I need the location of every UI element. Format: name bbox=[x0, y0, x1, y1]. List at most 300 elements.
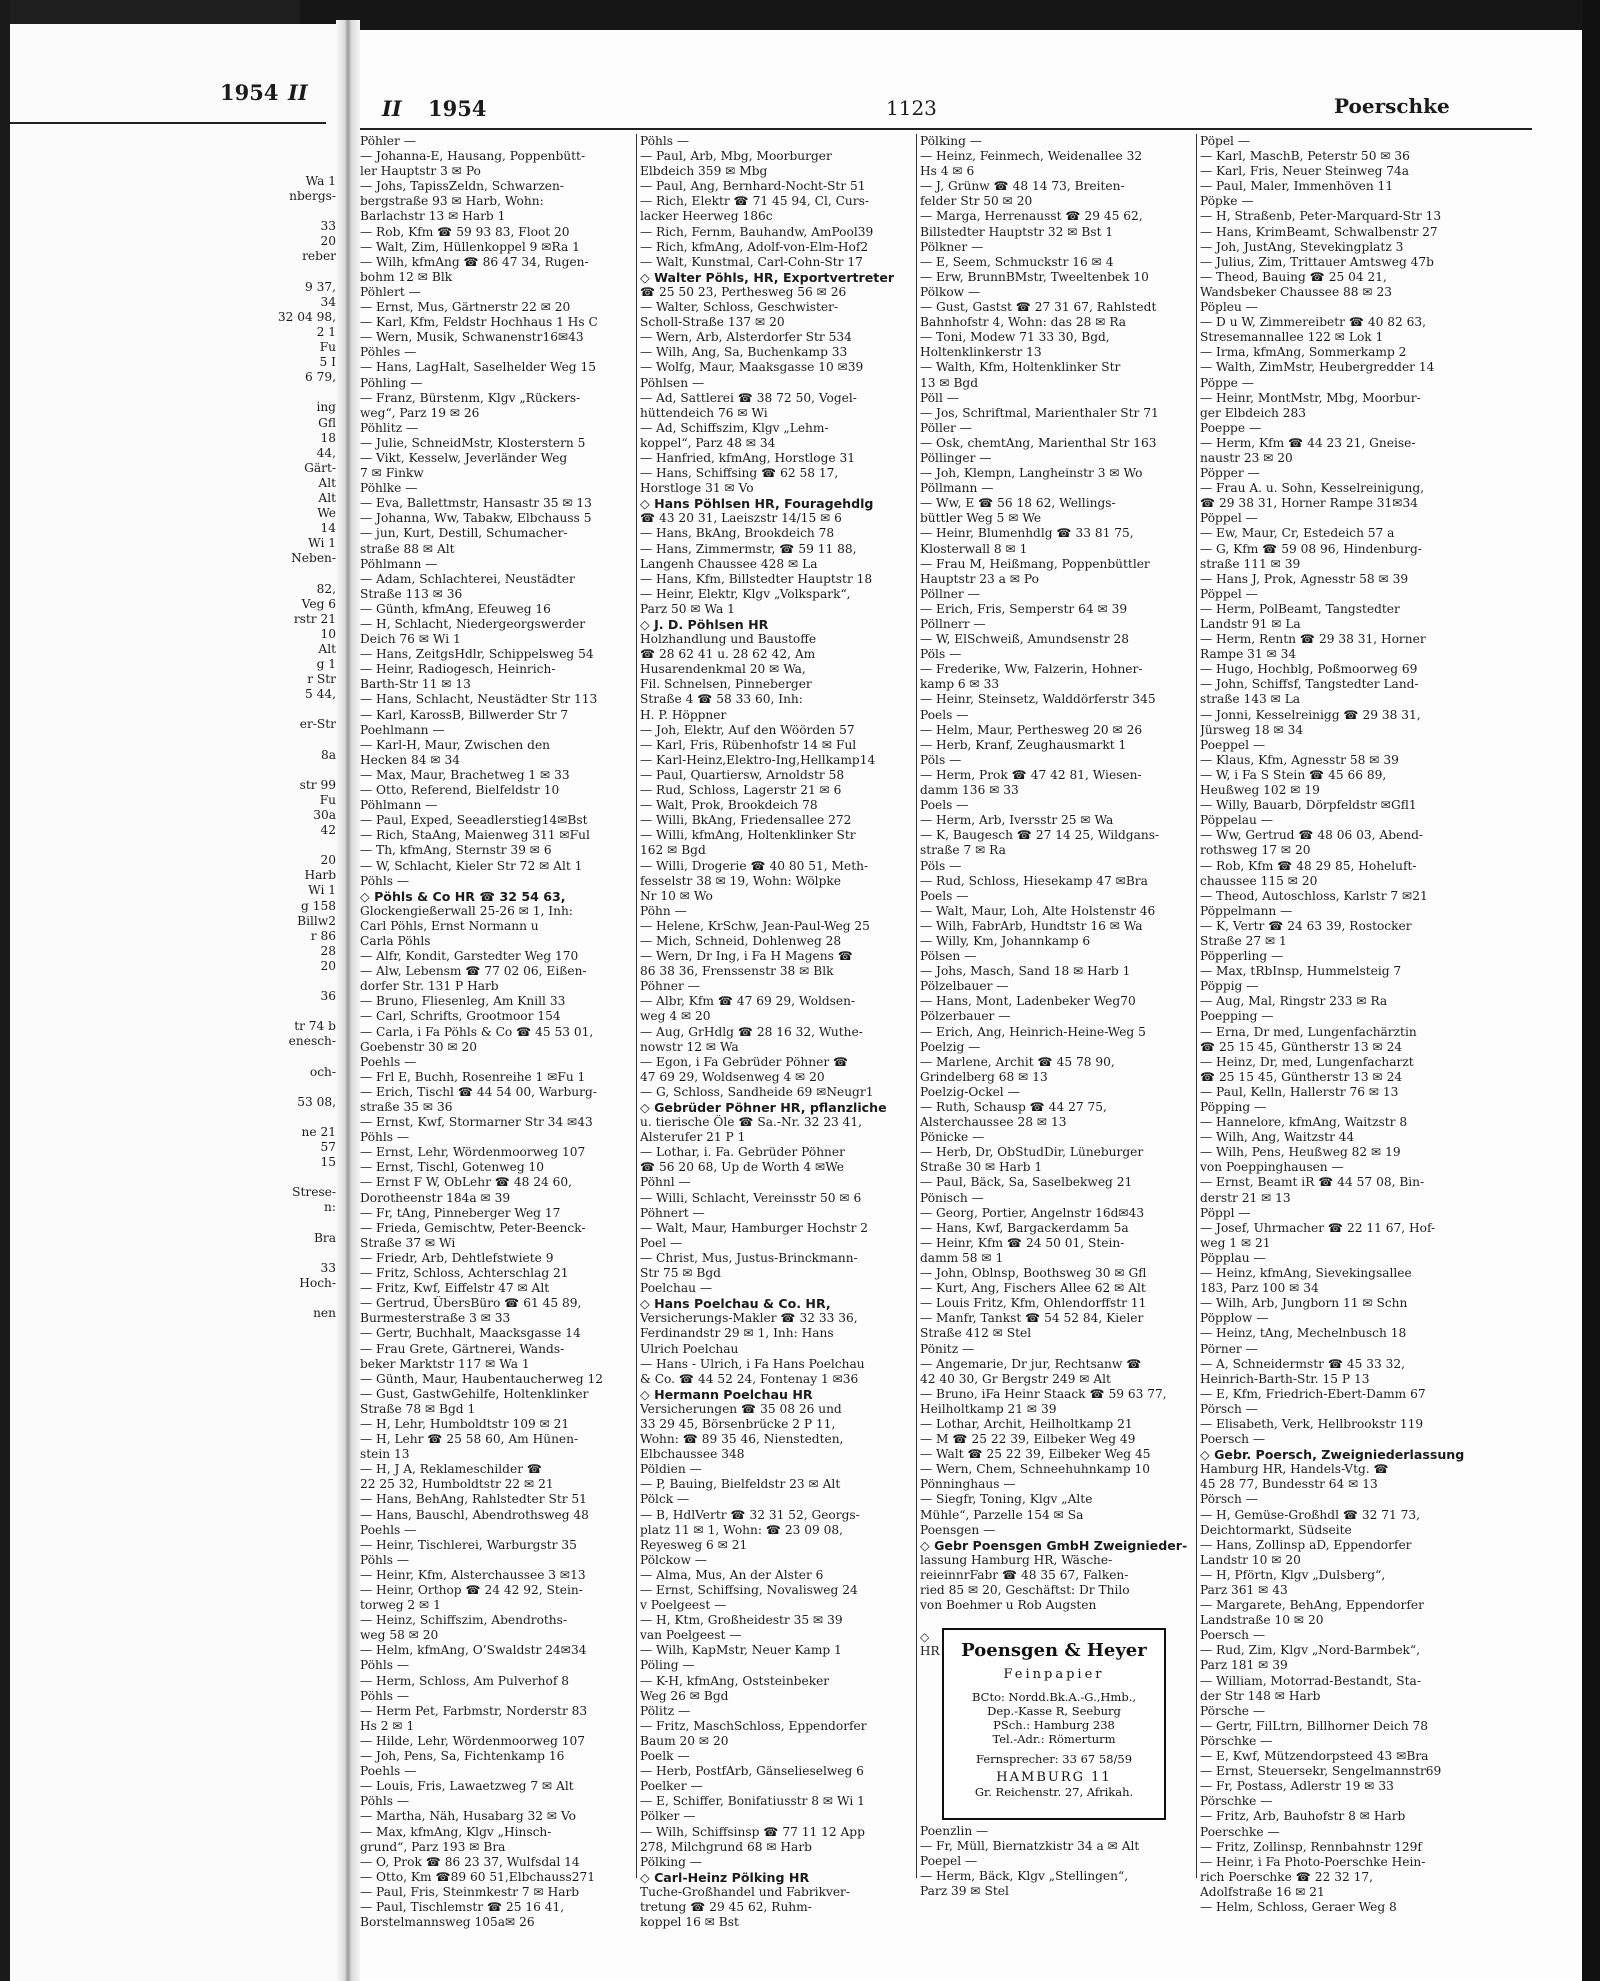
directory-entry-line: — Herm, Prok ☎ 47 42 81, Wiesen- bbox=[920, 767, 1142, 782]
directory-entry-line: ◇ Hans Poelchau & Co. HR, bbox=[640, 1296, 831, 1312]
directory-entry-line: Holtenklinkerstr 13 bbox=[920, 345, 1042, 360]
directory-entry-line: — Lothar, i. Fa. Gebrüder Pöhner bbox=[640, 1145, 845, 1160]
directory-entry-line: — Heinr, MontMstr, Mbg, Moorbur- bbox=[1200, 390, 1421, 405]
directory-entry-line: — Herm, Rentn ☎ 29 38 31, Horner bbox=[1200, 632, 1426, 647]
directory-entry-line: ◇ Gebrüder Pöhner HR, pflanzliche bbox=[640, 1100, 887, 1115]
left-page-fragment: rstr 21 bbox=[293, 611, 336, 626]
left-page-fragment: 5 44, bbox=[304, 687, 336, 702]
directory-entry-line: Straße 37 ✉ Wi bbox=[360, 1235, 456, 1250]
directory-entry-line: ler Hauptstr 3 ✉ Po bbox=[360, 164, 481, 179]
directory-entry-line: — Ernst, Tischl, Gotenweg 10 bbox=[360, 1160, 544, 1175]
directory-entry-line: — Paul, Quartiersw, Arnoldstr 58 bbox=[640, 767, 845, 782]
directory-entry-line: Heilholtkamp 21 ✉ 39 bbox=[920, 1401, 1057, 1416]
directory-entry-line: — Vikt, Kesselw, Jeverländer Weg bbox=[360, 450, 568, 465]
surname-heading: Pöpplow — bbox=[1200, 1311, 1269, 1326]
directory-entry-line: straße 88 ✉ Alt bbox=[360, 541, 455, 556]
advert-address: Gr. Reichenstr. 27, Afrikah. bbox=[974, 1785, 1134, 1799]
directory-entry-line: — Wilh, Pens, Heußweg 82 ✉ 19 bbox=[1200, 1145, 1401, 1160]
surname-heading: Pöppelau — bbox=[1200, 813, 1273, 828]
surname-heading: Pöpping — bbox=[1200, 1100, 1267, 1114]
directory-entry-line: Ulrich Poelchau bbox=[640, 1341, 739, 1356]
directory-entry-line: — Osk, chemtAng, Marienthal Str 163 bbox=[920, 435, 1157, 450]
directory-entry-line: Landstr 91 ✉ La bbox=[1200, 617, 1301, 631]
directory-entry-line: Elbdeich 359 ✉ Mbg bbox=[640, 164, 768, 179]
left-page-fragment: 2 1 bbox=[316, 324, 336, 339]
directory-entry-line: nowstr 12 ✉ Wa bbox=[640, 1039, 739, 1054]
directory-entry-line: weg 1 ✉ 21 bbox=[1200, 1235, 1271, 1250]
directory-entry-line: — Walt, Prok, Brookdeich 78 bbox=[640, 798, 818, 813]
surname-heading: Pöllmann — bbox=[920, 481, 994, 496]
directory-entry-line: — Walt, Kunstmal, Carl-Cohn-Str 17 bbox=[640, 254, 863, 269]
directory-entry-line: — Frau A. u. Sohn, Kesselreinigung, bbox=[1200, 481, 1425, 496]
directory-entry-line: — A, Schneidermstr ☎ 45 33 32, bbox=[1200, 1356, 1406, 1371]
directory-entry-line: Holzhandlung und Baustoffe bbox=[640, 632, 817, 647]
directory-entry-line: straße 7 ✉ Ra bbox=[920, 843, 1006, 858]
directory-entry-line: — Alfr, Kondit, Garstedter Weg 170 bbox=[360, 949, 579, 964]
directory-entry-line: Fil. Schnelsen, Pinneberger bbox=[640, 677, 812, 692]
directory-entry-line: — Aug, GrHdlg ☎ 28 16 32, Wuthe- bbox=[640, 1024, 863, 1039]
directory-entry-line: — Heinz, Dr, med, Lungenfacharzt bbox=[1200, 1054, 1414, 1069]
surname-heading: Pöhlert — bbox=[360, 284, 421, 299]
directory-entry-line: Straße 78 ✉ Bgd 1 bbox=[360, 1401, 476, 1416]
directory-entry-line: ☎ 29 38 31, Horner Rampe 31✉34 bbox=[1200, 496, 1419, 511]
directory-entry-line: — Rich, kfmAng, Adolf-von-Elm-Hof2 bbox=[640, 239, 869, 254]
directory-entry-line: — Hugo, Hochblg, Poßmoorweg 69 bbox=[1200, 662, 1418, 677]
directory-entry-line: — W, ElSchweiß, Amundsenstr 28 bbox=[920, 632, 1129, 647]
directory-entry-line: Landstr 10 ✉ 20 bbox=[1200, 1552, 1301, 1567]
directory-entry-line: ◇ J. D. Pöhlsen HR bbox=[640, 617, 769, 632]
surname-heading: Pölzelbauer — bbox=[920, 979, 1009, 994]
directory-entry-line: Jürsweg 18 ✉ 34 bbox=[1200, 722, 1304, 737]
left-page-fragment: r 86 bbox=[310, 928, 336, 943]
directory-entry-line: — Ernst, Beamt iR ☎ 44 57 08, Bin- bbox=[1200, 1175, 1425, 1190]
directory-entry-line: — Fritz, Zollinsp, Rennbahnstr 129f bbox=[1200, 1839, 1422, 1854]
directory-entry-line: — Hans, Mont, Ladenbeker Weg70 bbox=[920, 994, 1136, 1009]
directory-entry-line: Heinrich-Barth-Str. 15 P 13 bbox=[1200, 1371, 1370, 1386]
surname-heading: Poels — bbox=[920, 888, 969, 903]
directory-entry-line: — Heinr, Blumenhdlg ☎ 33 81 75, bbox=[920, 526, 1134, 541]
directory-entry-line: — Frau M, Heißmang, Poppenbüttler bbox=[920, 556, 1150, 571]
surname-heading: Poepping — bbox=[1200, 1009, 1274, 1024]
left-page-fragment: Veg 6 bbox=[301, 596, 336, 611]
left-page-fragment bbox=[10, 838, 336, 853]
directory-entry-line: Landstraße 10 ✉ 20 bbox=[1200, 1613, 1324, 1628]
directory-entry-line: Parz 50 ✉ Wa 1 bbox=[640, 601, 735, 616]
left-page-fragment: 5 I bbox=[319, 355, 336, 370]
left-page-fragment: 28 bbox=[320, 943, 336, 958]
left-page-fragment: Harb bbox=[304, 868, 336, 883]
directory-entry-line: grund“, Parz 193 ✉ Bra bbox=[360, 1839, 506, 1854]
directory-entry-line: — D u W, Zimmereibetr ☎ 40 82 63, bbox=[1200, 315, 1427, 330]
surname-heading: Poeppe — bbox=[1200, 420, 1262, 435]
directory-entry-line: — Wilh, KapMstr, Neuer Kamp 1 bbox=[640, 1643, 842, 1658]
directory-entry-line: — Otto, Km ☎89 60 51,Elbchauss271 bbox=[360, 1869, 595, 1884]
directory-entry-line: — Willi, Drogerie ☎ 40 80 51, Meth- bbox=[640, 858, 869, 873]
directory-entry-line: 45 28 77, Bundesstr 64 ✉ 13 bbox=[1200, 1477, 1378, 1492]
directory-entry-line: 86 38 36, Frenssenstr 38 ✉ Blk bbox=[640, 964, 834, 979]
directory-entry-line: — John, Schiffsf, Tangstedter Land- bbox=[1200, 677, 1419, 692]
directory-entry-line: kamp 6 ✉ 33 bbox=[920, 677, 1000, 692]
directory-entry-line: — Rud, Schloss, Hiesekamp 47 ✉Bra bbox=[920, 873, 1148, 888]
directory-entry-line: — Paul, Tischlemstr ☎ 25 16 41, bbox=[360, 1899, 565, 1914]
left-page-fragment: 34 bbox=[320, 294, 336, 309]
directory-entry-line: — Frl E, Buchh, Rosenreihe 1 ✉Fu 1 bbox=[360, 1069, 586, 1084]
surname-heading: Pölzerbauer — bbox=[920, 1009, 1011, 1024]
left-page-fragment bbox=[10, 763, 336, 778]
directory-entry-line: 33 29 45, Börsenbrücke 2 P 11, bbox=[640, 1416, 836, 1431]
directory-entry-line: — Karl, KarossB, Billwerder Str 7 bbox=[360, 707, 569, 722]
directory-entry-line: — Irma, kfmAng, Sommerkamp 2 bbox=[1200, 345, 1407, 360]
directory-entry-line: — Alw, Lebensm ☎ 77 02 06, Eißen- bbox=[360, 964, 587, 979]
directory-entry-line: koppel 16 ✉ Bst bbox=[640, 1915, 739, 1930]
surname-heading: Pörsch — bbox=[1200, 1401, 1258, 1416]
surname-heading: Pöhnert — bbox=[640, 1205, 705, 1220]
directory-entry-line: — Hans, Schlacht, Neustädter Str 113 bbox=[360, 692, 598, 707]
directory-entry-line: 7 ✉ Finkw bbox=[360, 466, 424, 481]
directory-entry-line: — Gust, GastwGehilfe, Holtenklinker bbox=[360, 1386, 589, 1401]
book-gutter bbox=[336, 20, 360, 1981]
directory-entry-line: — Willy, Km, Johannkamp 6 bbox=[920, 933, 1091, 948]
directory-entry-line: — Rud, Zim, Klgv „Nord-Barmbek“, bbox=[1200, 1643, 1421, 1658]
directory-entry-line: — H, Gemüse-Großhdl ☎ 32 71 73, bbox=[1200, 1507, 1421, 1522]
surname-heading: Pöhlitz — bbox=[360, 420, 419, 435]
directory-entry-line: Heußweg 102 ✉ 19 bbox=[1200, 783, 1320, 798]
left-page-fragment: Strese- bbox=[292, 1185, 336, 1200]
surname-heading: Poel — bbox=[640, 1235, 683, 1250]
surname-heading: Pönicke — bbox=[920, 1130, 985, 1145]
directory-entry-line: — Max, Maur, Brachetweg 1 ✉ 33 bbox=[360, 767, 570, 782]
surname-heading: Pöls — bbox=[920, 647, 962, 662]
surname-heading: Pölsen — bbox=[920, 949, 977, 964]
directory-entry-line: — Toni, Modew 71 33 30, Bgd, bbox=[920, 330, 1110, 345]
directory-entry-line: Straße 412 ✉ Stel bbox=[920, 1326, 1032, 1341]
surname-heading: Pöhn — bbox=[640, 903, 687, 918]
directory-entry-line: — K-H, kfmAng, Oststeinbeker bbox=[640, 1673, 830, 1688]
directory-entry-line: — Heinr, i Fa Photo-Poerschke Hein- bbox=[1200, 1854, 1426, 1869]
left-page-fragment: 20 bbox=[320, 958, 336, 973]
left-header-rule bbox=[10, 122, 326, 124]
left-page-fragment bbox=[10, 1215, 336, 1230]
directory-entry-line: ried 85 ✉ 20, Geschäftst: Dr Thilo bbox=[920, 1583, 1130, 1597]
directory-entry-line: der Str 148 ✉ Harb bbox=[1200, 1688, 1321, 1703]
directory-entry-line: — Willi, Schlacht, Vereinsstr 50 ✉ 6 bbox=[640, 1190, 862, 1205]
directory-entry-line: Weg 26 ✉ Bgd bbox=[640, 1688, 729, 1703]
directory-entry-line: Deichtormarkt, Südseite bbox=[1200, 1522, 1352, 1537]
directory-entry-line: platz 11 ✉ 1, Wohn: ☎ 23 09 08, bbox=[640, 1522, 844, 1537]
directory-entry-line: ◇ Gebr. Poersch, Zweigniederlassung bbox=[1200, 1447, 1465, 1463]
surname-heading: Pöppl — bbox=[1200, 1205, 1251, 1220]
directory-entry-line: 22 25 32, Humboldtstr 22 ✉ 21 bbox=[360, 1477, 554, 1492]
directory-entry-line: — Johanna-E, Hausang, Poppenbütt- bbox=[360, 149, 586, 164]
directory-entry-line: — Heinr, Steinsetz, Walddörferstr 345 bbox=[920, 692, 1156, 707]
directory-entry-line: 42 40 30, Gr Bergstr 249 ✉ Alt bbox=[920, 1371, 1111, 1386]
directory-entry-line: — Frederike, Ww, Falzerin, Hohner- bbox=[920, 662, 1143, 677]
directory-entry-line: Grindelberg 68 ✉ 13 bbox=[920, 1069, 1048, 1084]
directory-entry-line: — Hans, LagHalt, Saselhelder Weg 15 bbox=[360, 360, 596, 375]
left-page-fragment: Bra bbox=[313, 1230, 336, 1245]
directory-entry-line: — Egon, i Fa Gebrüder Pöhner ☎ bbox=[640, 1054, 849, 1069]
directory-entry-line: — Paul, Maler, Immenhöven 11 bbox=[1200, 179, 1394, 194]
directory-entry-line: Reyesweg 6 ✉ 21 bbox=[640, 1537, 748, 1552]
directory-entry-line: — Willi, BkAng, Friedensallee 272 bbox=[640, 813, 852, 828]
surname-heading: Pöhner — bbox=[640, 979, 700, 994]
directory-entry-line: — Kurt, Ang, Fischers Allee 62 ✉ Alt bbox=[920, 1281, 1146, 1296]
directory-entry-line: Versicherungs-Makler ☎ 32 33 36, bbox=[640, 1311, 858, 1326]
left-page-fragment: 42 bbox=[320, 823, 336, 838]
advert-name: Poensgen & Heyer bbox=[961, 1640, 1147, 1661]
directory-entry-line: — Max, kfmAng, Klgv „Hinsch- bbox=[360, 1824, 552, 1839]
left-page-fragment: g 158 bbox=[301, 898, 336, 913]
directory-entry-line: — Hanfried, kfmAng, Horstloge 31 bbox=[640, 450, 856, 465]
directory-entry-line: — Hannelore, kfmAng, Waitzstr 8 bbox=[1200, 1115, 1408, 1130]
surname-heading: Pörschke — bbox=[1200, 1794, 1273, 1809]
surname-heading: v Poelgeest — bbox=[640, 1598, 727, 1613]
surname-heading: Poelker — bbox=[640, 1779, 703, 1794]
directory-entry-line: rothsweg 17 ✉ 20 bbox=[1200, 843, 1311, 858]
surname-heading: Pöppig — bbox=[1200, 979, 1259, 994]
surname-heading: Poelzig-Ockel — bbox=[920, 1084, 1020, 1099]
left-page-fragment: Wa 1 bbox=[305, 174, 336, 188]
directory-entry-line: — Heinz, tAng, Mechelnbusch 18 bbox=[1200, 1326, 1407, 1341]
left-page-fragment: nen bbox=[313, 1306, 336, 1321]
surname-heading: Pöls — bbox=[920, 752, 962, 767]
left-page-fragment: 9 37, bbox=[304, 279, 336, 294]
directory-entry-line: — Lothar, Archit, Heilholtkamp 21 bbox=[920, 1416, 1133, 1431]
left-page-fragment bbox=[10, 1080, 336, 1095]
directory-entry-line: straße 143 ✉ La bbox=[1200, 692, 1301, 707]
directory-entry-line: — Fr, Postass, Adlerstr 19 ✉ 33 bbox=[1200, 1779, 1394, 1794]
directory-entry-line: — Julius, Zim, Trittauer Amtsweg 47b bbox=[1200, 254, 1434, 269]
left-page-fragment: 36 bbox=[320, 989, 336, 1004]
directory-entry-line: — Herm, Kfm ☎ 44 23 21, Gneise- bbox=[1200, 435, 1416, 450]
directory-entry-line: — H, J A, Reklameschilder ☎ bbox=[360, 1462, 543, 1477]
surname-heading: Pölitz — bbox=[640, 1703, 691, 1718]
directory-entry-line: — M ☎ 25 22 39, Eilbeker Weg 49 bbox=[920, 1432, 1136, 1447]
directory-entry-line: — Ad, Schiffszim, Klgv „Lehm- bbox=[640, 420, 829, 435]
directory-entry-line: weg“, Parz 19 ✉ 26 bbox=[360, 405, 480, 420]
surname-heading: Pöhls — bbox=[640, 134, 690, 148]
surname-heading: Pöpleu — bbox=[1200, 300, 1258, 315]
directory-entry-line: — Fritz, MaschSchloss, Eppendorfer bbox=[640, 1718, 867, 1733]
directory-entry-line: — Manfr, Tankst ☎ 54 52 84, Kieler bbox=[920, 1311, 1144, 1326]
directory-entry-line: — Joh, Klempn, Langheinstr 3 ✉ Wo bbox=[920, 466, 1143, 481]
directory-entry-line: ☎ 56 20 68, Up de Worth 4 ✉We bbox=[640, 1160, 844, 1175]
surname-heading: Pöllner — bbox=[920, 586, 980, 601]
directory-entry-line: 47 69 29, Woldsenweg 4 ✉ 20 bbox=[640, 1069, 825, 1084]
directory-entry-line: — Walt ☎ 25 22 39, Eilbeker Weg 45 bbox=[920, 1447, 1151, 1462]
directory-entry-line: — Rob, Kfm ☎ 48 29 85, Hoheluft- bbox=[1200, 858, 1417, 873]
advert-marker: ◇ HR bbox=[920, 1630, 940, 1658]
directory-entry-line: — Heinz, Feinmech, Weidenallee 32 bbox=[920, 149, 1143, 164]
left-page-fragment bbox=[10, 1049, 336, 1064]
directory-entry-line: damm 136 ✉ 33 bbox=[920, 783, 1019, 798]
directory-entry-line: — Herm Pet, Farbmstr, Norderstr 83 bbox=[360, 1703, 588, 1718]
directory-entry-line: — Frieda, Gemischtw, Peter-Beenck- bbox=[360, 1220, 586, 1235]
surname-heading: Pöhls — bbox=[360, 873, 410, 888]
left-page-fragment: g 1 bbox=[316, 657, 336, 671]
directory-entry-line: — Johs, TapissZeldn, Schwarzen- bbox=[360, 179, 564, 194]
directory-entry-line: — Herb, PostfArb, Gänselieselweg 6 bbox=[640, 1764, 864, 1779]
directory-entry-line: — Wilh, kfmAng ☎ 86 47 34, Rugen- bbox=[360, 254, 589, 269]
directory-entry-line: — Heinr, Kfm, Alsterchaussee 3 ✉13 bbox=[360, 1567, 586, 1582]
directory-entry-line: Carla Pöhls bbox=[360, 933, 431, 948]
directory-entry-line: weg 4 ✉ 20 bbox=[640, 1009, 711, 1024]
surname-heading: Poehls — bbox=[360, 1522, 417, 1537]
left-page-fragment: 20 bbox=[320, 853, 336, 868]
directory-entry-line: büttler Weg 5 ✉ We bbox=[920, 511, 1042, 526]
directory-entry-line: — Marlene, Archit ☎ 45 78 90, bbox=[920, 1054, 1115, 1069]
directory-entry-line: — Theod, Autoschloss, Karlstr 7 ✉21 bbox=[1200, 888, 1428, 903]
directory-entry-line: — Karl, Fris, Rübenhofstr 14 ✉ Ful bbox=[640, 737, 857, 752]
surname-heading: Pöhlke — bbox=[360, 481, 418, 496]
directory-entry-line: ☎ 25 15 45, Güntherstr 13 ✉ 24 bbox=[1200, 1039, 1403, 1054]
directory-entry-line: — Paul, Bäck, Sa, Saselbekweg 21 bbox=[920, 1175, 1133, 1190]
directory-entry-line: — J, Grünw ☎ 48 14 73, Breiten- bbox=[920, 179, 1125, 194]
left-page-fragment: och- bbox=[309, 1064, 336, 1079]
surname-heading: Pöll — bbox=[920, 390, 959, 405]
surname-heading: Pöhling — bbox=[360, 375, 423, 390]
left-page bbox=[10, 24, 336, 1981]
directory-entry-line: — Fritz, Kwf, Eiffelstr 47 ✉ Alt bbox=[360, 1281, 550, 1296]
directory-entry-line: dorfer Str. 131 P Harb bbox=[360, 979, 499, 994]
directory-entry-line: — Fritz, Schloss, Achterschlag 21 bbox=[360, 1266, 569, 1281]
surname-heading: Pöppel — bbox=[1200, 511, 1258, 526]
directory-entry-line: — Hans, Schiffsing ☎ 62 58 17, bbox=[640, 466, 839, 481]
directory-entry-line: — Herm, Arb, Iversstr 25 ✉ Wa bbox=[920, 813, 1114, 828]
directory-column-3-continued bbox=[920, 1824, 1192, 1899]
surname-heading: Pönitz — bbox=[920, 1341, 975, 1356]
directory-entry-line: — Wilh, FabrArb, Hundtstr 16 ✉ Wa bbox=[920, 918, 1143, 933]
surname-heading: Poepel — bbox=[920, 1854, 978, 1869]
surname-heading: Pöls — bbox=[920, 858, 962, 873]
surname-heading: Pölkner — bbox=[920, 239, 984, 254]
left-page-fragment: Alt bbox=[318, 475, 336, 490]
surname-heading: Pölking — bbox=[640, 1854, 702, 1869]
directory-entry-line: — Erich, Fris, Semperstr 64 ✉ 39 bbox=[920, 601, 1128, 616]
left-page-fragment bbox=[10, 1004, 336, 1019]
surname-heading: Pöller — bbox=[920, 420, 972, 435]
directory-entry-line: ◇ Gebr Poensgen GmbH Zweignieder- bbox=[920, 1537, 1188, 1553]
directory-entry-line: — Helm, kfmAng, O’Swaldstr 24✉34 bbox=[360, 1643, 587, 1658]
surname-heading: Pöhls — bbox=[360, 1794, 410, 1809]
left-page-fragment bbox=[10, 1246, 336, 1261]
surname-heading: Poehls — bbox=[360, 1054, 417, 1069]
left-page-fragment: n: bbox=[324, 1200, 336, 1215]
column-divider bbox=[916, 134, 917, 1878]
directory-entry-line: ☎ 28 62 41 u. 28 62 42, Am bbox=[640, 647, 816, 662]
directory-entry-line: — Hans, Kfm, Billstedter Hauptstr 18 bbox=[640, 571, 873, 586]
left-page-fragment: 32 04 98, bbox=[277, 309, 336, 324]
left-page-fragment: 30a bbox=[313, 807, 336, 822]
directory-entry-line: Glockengießerwall 25-26 ✉ 1, Inh: bbox=[360, 903, 573, 918]
directory-entry-line: Hecken 84 ✉ 34 bbox=[360, 752, 460, 767]
left-page-fragment bbox=[10, 732, 336, 747]
directory-entry-line: straße 35 ✉ 36 bbox=[360, 1100, 453, 1114]
directory-entry-line: — Hans, Zollinsp aD, Eppendorfer bbox=[1200, 1537, 1412, 1552]
directory-entry-line: felder Str 50 ✉ 20 bbox=[920, 194, 1033, 209]
directory-entry-line: Parz 39 ✉ Stel bbox=[920, 1884, 1009, 1899]
directory-entry-line: ◇ Walter Pöhls, HR, Exportvertreter bbox=[640, 269, 895, 285]
scan-border-right bbox=[1582, 0, 1600, 1981]
directory-entry-line: — John, Oblnsp, Boothsweg 30 ✉ Gfl bbox=[920, 1266, 1147, 1281]
directory-entry-line: — Joh, Elektr, Auf den Wöörden 57 bbox=[640, 722, 855, 737]
right-header-rule bbox=[360, 128, 1532, 130]
directory-entry-line: Hamburg HR, Handels-Vtg. ☎ bbox=[1200, 1462, 1389, 1477]
left-page-fragment: 57 bbox=[320, 1140, 336, 1154]
directory-entry-line: ◇ Hermann Poelchau HR bbox=[640, 1386, 813, 1402]
left-page-fragment: 44, bbox=[316, 445, 336, 460]
left-page-fragment: tr 74 b bbox=[294, 1019, 336, 1034]
directory-entry-line: — Wilh, Ang, Sa, Buchenkamp 33 bbox=[640, 345, 848, 360]
directory-entry-line: — Siegfr, Toning, Klgv „Alte bbox=[920, 1492, 1093, 1507]
left-page-fragment bbox=[10, 204, 336, 219]
directory-entry-line: Nr 10 ✉ Wo bbox=[640, 888, 713, 903]
directory-entry-line: — Hans J, Prok, Agnesstr 58 ✉ 39 bbox=[1200, 571, 1409, 586]
directory-entry-line: — Herm, Schloss, Am Pulverhof 8 bbox=[360, 1673, 569, 1688]
scan-border-left bbox=[0, 0, 10, 1981]
directory-entry-line: — Angemarie, Dr jur, Rechtsanw ☎ bbox=[920, 1356, 1142, 1371]
left-page-fragment: 33 bbox=[320, 219, 336, 234]
directory-entry-line: — Helm, Schloss, Geraer Weg 8 bbox=[1200, 1899, 1397, 1914]
left-header-year: 1954 bbox=[220, 80, 279, 105]
directory-entry-line: — Christ, Mus, Justus-Brinckmann- bbox=[640, 1250, 858, 1265]
directory-entry-line: — Ernst, Schiffsing, Novalisweg 24 bbox=[640, 1583, 858, 1597]
directory-entry-line: — Ew, Maur, Cr, Estedeich 57 a bbox=[1200, 526, 1395, 541]
directory-entry-line: — Günth, Maur, Haubentaucherweg 12 bbox=[360, 1371, 603, 1386]
left-page-fragment: Billw2 bbox=[297, 913, 336, 928]
left-page-fragment: r Str bbox=[307, 672, 336, 687]
directory-entry-line: ☎ 25 50 23, Perthesweg 56 ✉ 26 bbox=[640, 284, 847, 299]
directory-entry-line: Carl Pöhls, Ernst Normann u bbox=[360, 918, 539, 933]
left-page-fragment bbox=[10, 1170, 336, 1185]
directory-entry-line: bergstraße 93 ✉ Harb, Wohn: bbox=[360, 194, 544, 209]
directory-entry-line: — E, Kfm, Friedrich-Ebert-Damm 67 bbox=[1200, 1386, 1426, 1401]
surname-heading: Pölckow — bbox=[640, 1552, 707, 1567]
directory-entry-line: Stresemannallee 122 ✉ Lok 1 bbox=[1200, 330, 1384, 345]
left-page-fragment: str 99 bbox=[299, 777, 336, 792]
directory-entry-line: Horstloge 31 ✉ Vo bbox=[640, 481, 754, 496]
right-page bbox=[360, 30, 1582, 1981]
directory-entry-line: Goebenstr 30 ✉ 20 bbox=[360, 1039, 477, 1054]
directory-entry-line: — Paul, Kelln, Hallerstr 76 ✉ 13 bbox=[1200, 1084, 1399, 1099]
advert-subtitle: Feinpapier bbox=[1003, 1667, 1105, 1682]
directory-entry-line: — Ernst, Steuersekr, Sengelmannstr69 bbox=[1200, 1764, 1442, 1779]
directory-entry-line: — Fritz, Arb, Bauhofstr 8 ✉ Harb bbox=[1200, 1809, 1406, 1824]
directory-entry-line: derstr 21 ✉ 13 bbox=[1200, 1190, 1291, 1205]
directory-entry-line: — Walt, Maur, Hamburger Hochstr 2 bbox=[640, 1220, 869, 1235]
directory-entry-line: Burmesterstraße 3 ✉ 33 bbox=[360, 1311, 511, 1326]
surname-heading: Poelk — bbox=[640, 1749, 690, 1764]
directory-entry-line: ◇ Pöhls & Co HR ☎ 32 54 63, bbox=[360, 888, 566, 904]
directory-entry-line: — O, Prok ☎ 86 23 37, Wulfsdal 14 bbox=[360, 1854, 580, 1869]
directory-entry-line: weg 58 ✉ 20 bbox=[360, 1628, 439, 1643]
directory-entry-line: ◇ Carl-Heinz Pölking HR bbox=[640, 1869, 810, 1885]
directory-entry-line: — B, HdlVertr ☎ 32 31 52, Georgs- bbox=[640, 1507, 860, 1522]
directory-entry-line: — Fr, tAng, Pinneberger Weg 17 bbox=[360, 1205, 561, 1220]
directory-entry-line: 13 ✉ Bgd bbox=[920, 375, 979, 390]
directory-entry-line: — Margarete, BehAng, Eppendorfer bbox=[1200, 1598, 1424, 1613]
directory-entry-line: beker Marktstr 117 ✉ Wa 1 bbox=[360, 1356, 530, 1371]
directory-entry-line: — Karl, Fris, Neuer Steinweg 74a bbox=[1200, 164, 1410, 179]
directory-entry-line: — Rob, Kfm ☎ 59 93 83, Floot 20 bbox=[360, 224, 570, 239]
surname-heading: Pöppelmann — bbox=[1200, 903, 1293, 918]
directory-entry-line: — Hans, Kwf, Bargackerdamm 5a bbox=[920, 1220, 1129, 1235]
directory-entry-line: — Wilh, Schiffsinsp ☎ 77 11 12 App bbox=[640, 1824, 865, 1839]
directory-entry-line: — Otto, Referend, Bielfeldstr 10 bbox=[360, 783, 560, 798]
directory-entry-line: — Karl-Heinz,Elektro-Ing,Hellkamp14 bbox=[640, 752, 876, 767]
directory-entry-line: Straße 30 ✉ Harb 1 bbox=[920, 1160, 1043, 1175]
surname-heading: Pölck — bbox=[640, 1492, 690, 1507]
